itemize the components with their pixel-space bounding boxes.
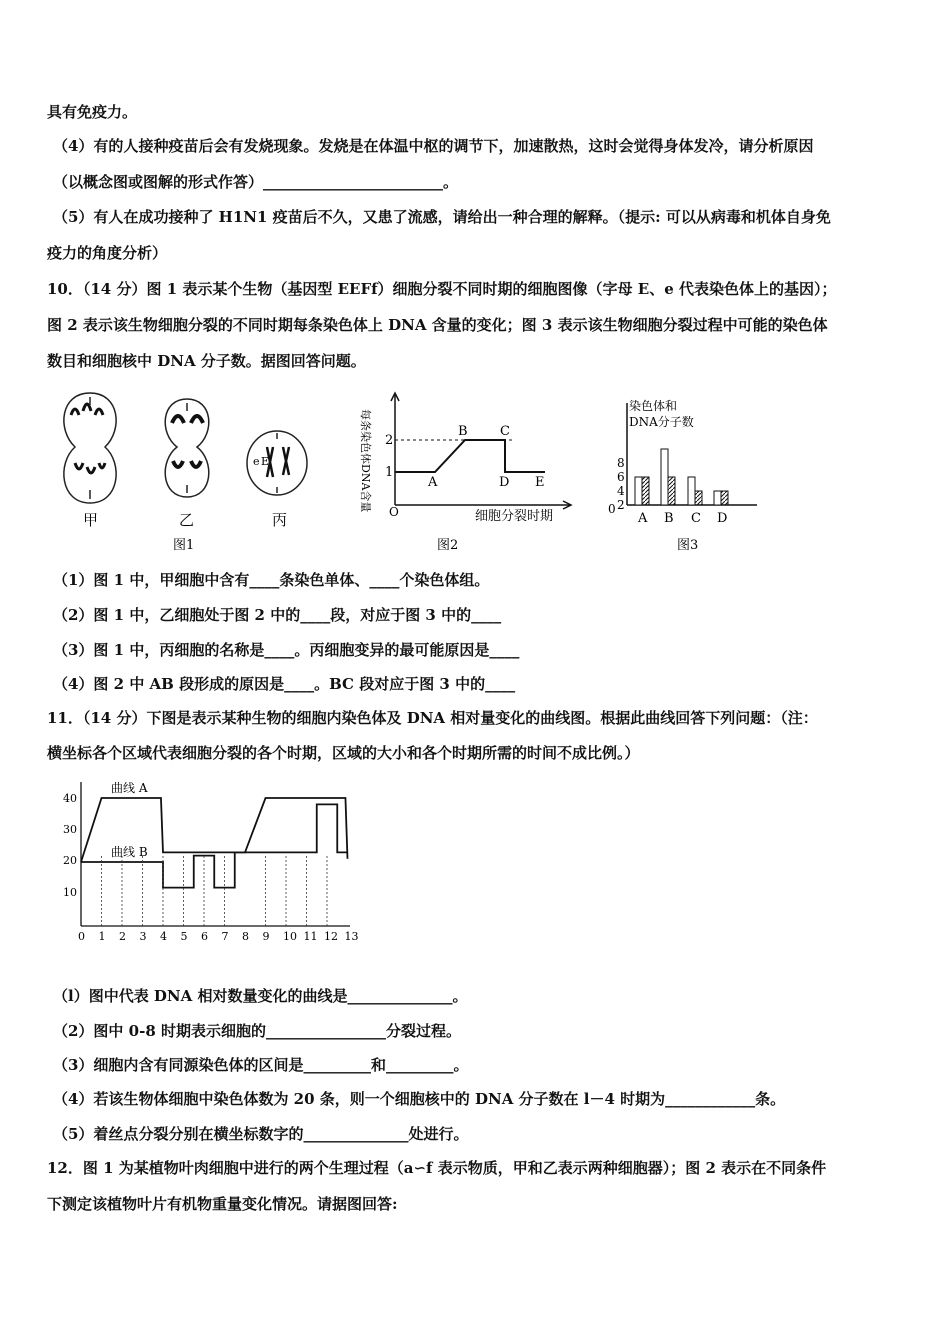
figure-4-ytick: 10 xyxy=(63,886,77,899)
figure-3 xyxy=(605,385,765,555)
x-tick-label: 13 xyxy=(344,930,359,943)
text-line: 疫力的角度分析） xyxy=(47,244,168,262)
point-label-d: D xyxy=(499,475,510,490)
bar-dna xyxy=(668,477,675,505)
figure-2-ytick: 2 xyxy=(385,433,394,448)
figure-1 xyxy=(45,385,325,555)
point-label-a: A xyxy=(428,475,438,490)
dna-content-line xyxy=(395,440,545,472)
cell-label-yi: 乙 xyxy=(179,511,195,529)
x-tick-label: 8 xyxy=(242,930,249,943)
bar-dna xyxy=(642,477,649,505)
question-11-5: （5）着丝点分裂分别在横坐标数字的______________处进行。 xyxy=(53,1125,469,1143)
question-11-2: （2）图中 0-8 时期表示细胞的________________分裂过程。 xyxy=(53,1022,461,1040)
cell-label-jia: 甲 xyxy=(83,511,99,529)
category-label: C xyxy=(691,511,701,526)
text-line: 图 2 表示该生物细胞分裂的不同时期每条染色体上 DNA 含量的变化；图 3 表示该生物细胞分裂过程中可能的染色体 xyxy=(47,316,828,334)
cell-label-bing: 丙 xyxy=(272,511,288,529)
category-label: B xyxy=(664,511,674,526)
x-tick-label: 2 xyxy=(119,930,126,943)
question-9-4: （4）有的人接种疫苗后会有发烧现象。发烧是在体温中枢的调节下，加速散热，这时会觉得身体发冷，请分析原因 xyxy=(53,137,814,155)
bar-dna xyxy=(721,491,728,505)
bar-chromosome xyxy=(661,449,668,505)
curve-a-label: 曲线 A xyxy=(111,781,148,795)
text-line: 下测定该植物叶片有机物重量变化情况。请据图回答: xyxy=(47,1195,398,1213)
x-tick-label: 6 xyxy=(201,930,208,943)
figure-3-ytick: 6 xyxy=(617,470,625,484)
figure-2-origin: O xyxy=(389,505,399,519)
question-10-3: （3）图 1 中，丙细胞的名称是____。丙细胞变异的最可能原因是____ xyxy=(53,641,520,659)
category-label: A xyxy=(638,511,648,526)
figure-4-ytick: 40 xyxy=(63,792,77,805)
text-line: 横坐标各个区域代表细胞分裂的各个时期，区域的大小和各个时期所需的时间不成比例。） xyxy=(47,744,640,762)
figure-2-ytick: 1 xyxy=(385,465,394,480)
x-tick-label: 4 xyxy=(160,930,167,943)
x-tick-label: 3 xyxy=(139,930,147,943)
question-9-5: （5）有人在成功接种了 H1N1 疫苗后不久，又患了流感，请给出一种合理的解释。（提示: 可以从病毒和机体自身免 xyxy=(53,208,831,226)
figure-3-ylabel1: 染色体和 xyxy=(629,399,678,413)
question-11-4: （4）若该生物体细胞中染色体数为 20 条，则一个细胞核中的 DNA 分子数在 l－4 时期为____________条。 xyxy=(53,1090,786,1108)
x-tick-label: 11 xyxy=(303,930,318,943)
figure-3-origin: 0 xyxy=(608,502,616,516)
curve-b-label: 曲线 B xyxy=(111,845,148,859)
bar-chromosome xyxy=(688,477,695,505)
figure-3-ylabel2: DNA分子数 xyxy=(629,415,694,429)
figure-3-ytick: 8 xyxy=(617,456,625,470)
x-tick-label: 0 xyxy=(78,930,85,943)
bar-chromosome xyxy=(635,477,642,505)
bar-dna xyxy=(695,491,702,505)
figure-3-ytick: 2 xyxy=(617,498,625,512)
figure-1-caption: 图1 xyxy=(173,538,195,553)
figure-2-ylabel: 每条染色体DNA含量 xyxy=(359,409,372,513)
figure-3-caption: 图3 xyxy=(677,538,699,553)
question-11-3: （3）细胞内含有同源染色体的区间是_________和_________。 xyxy=(53,1056,469,1074)
question-11: 11．（14 分）下图是表示某种生物的细胞内染色体及 DNA 相对量变化的曲线图。根据此曲线回答下列问题：（注： xyxy=(47,709,818,727)
question-10-2: （2）图 1 中，乙细胞处于图 2 中的____段，对应于图 3 中的____ xyxy=(53,606,502,624)
cell-yi xyxy=(165,399,209,497)
x-tick-label: 5 xyxy=(180,930,188,943)
question-11-1: （l）图中代表 DNA 相对数量变化的曲线是______________。 xyxy=(53,987,468,1005)
x-tick-label: 1 xyxy=(98,930,106,943)
figure-4 xyxy=(45,778,365,948)
x-tick-label: 7 xyxy=(221,930,229,943)
cell-jia xyxy=(64,393,116,503)
point-label-e: E xyxy=(535,475,545,490)
x-tick-label: 10 xyxy=(283,930,297,943)
gene-label-e: e xyxy=(253,455,260,468)
question-10: 10．（14 分）图 1 表示某个生物（基因型 EEFf）细胞分裂不同时期的细胞图像（字母 E、e 代表染色体上的基因）； xyxy=(47,280,837,298)
x-tick-label: 12 xyxy=(324,930,338,943)
gene-label-E: E xyxy=(261,455,270,468)
point-label-c: C xyxy=(500,424,510,439)
text-line: （以概念图或图解的形式作答）________________________。 xyxy=(53,173,459,191)
figure-3-ytick: 4 xyxy=(617,484,625,498)
point-label-b: B xyxy=(458,424,468,439)
figure-2-xlabel: 细胞分裂时期 xyxy=(475,509,554,524)
text-line: 具有免疫力。 xyxy=(47,103,138,121)
question-10-4: （4）图 2 中 AB 段形成的原因是____。BC 段对应于图 3 中的____ xyxy=(53,675,516,693)
figure-4-ytick: 20 xyxy=(63,854,77,867)
bar-chromosome xyxy=(714,491,721,505)
x-tick-label: 9 xyxy=(262,930,270,943)
figure-2 xyxy=(355,385,585,555)
figure-4-ytick: 30 xyxy=(63,823,77,836)
text-line: 数目和细胞核中 DNA 分子数。据图回答问题。 xyxy=(47,352,366,370)
question-10-1: （1）图 1 中，甲细胞中含有____条染色单体、____个染色体组。 xyxy=(53,571,490,589)
category-label: D xyxy=(717,511,728,526)
question-12: 12．图 1 为某植物叶肉细胞中进行的两个生理过程（a∽f 表示物质，甲和乙表示两种细胞器）；图 2 表示在不同条件 xyxy=(47,1159,827,1177)
figure-2-caption: 图2 xyxy=(437,538,459,553)
